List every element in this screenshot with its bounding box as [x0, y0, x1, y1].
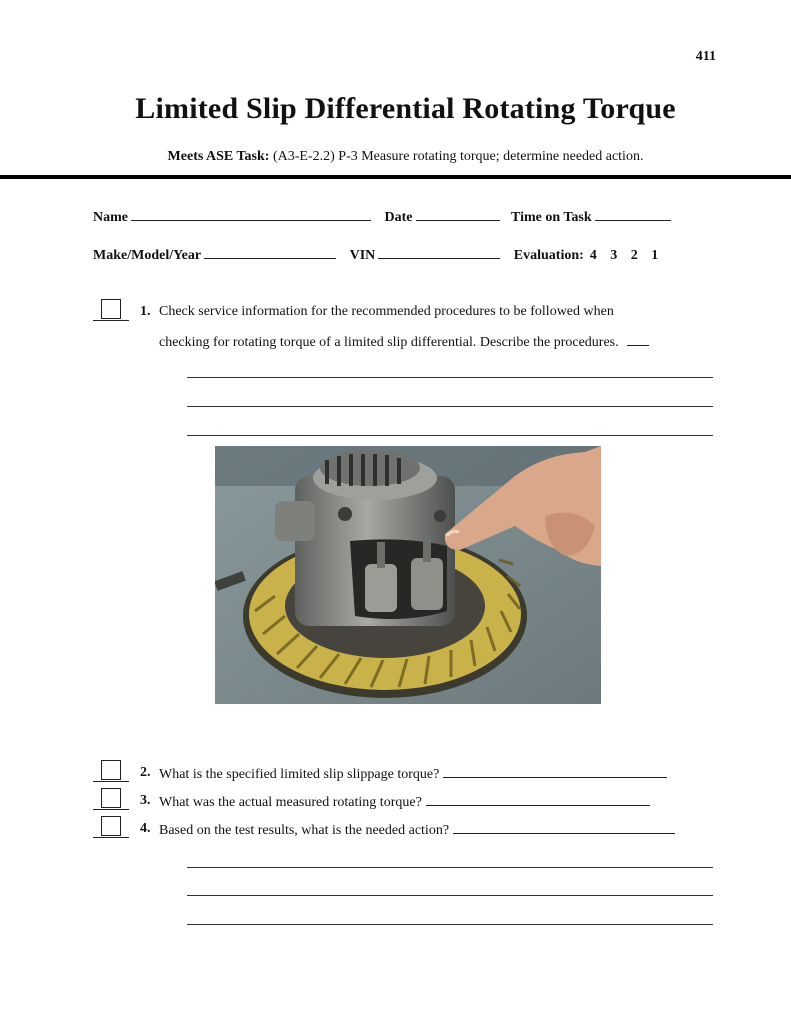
- time-on-task-label: Time on Task: [511, 210, 592, 225]
- answer-line[interactable]: [187, 377, 713, 378]
- page-number: 411: [695, 49, 716, 64]
- question-3-number: 3.: [140, 793, 151, 808]
- question-2-number: 2.: [140, 765, 151, 780]
- question-3-checkbox[interactable]: [93, 788, 129, 810]
- evaluation-label: Evaluation:: [513, 248, 584, 263]
- date-label: Date: [384, 210, 413, 225]
- name-label: Name: [93, 210, 128, 225]
- answer-line[interactable]: [187, 924, 713, 925]
- question-1-text-line-2: checking for rotating torque of a limited slip differential. Describe the procedures.: [159, 333, 649, 351]
- vin-field[interactable]: [378, 246, 500, 259]
- question-4-checkbox[interactable]: [93, 816, 129, 838]
- answer-line[interactable]: [187, 435, 713, 436]
- differential-photo: [215, 446, 601, 704]
- question-3-text: What was the actual measured rotating torque?: [159, 793, 650, 811]
- question-2-text: What is the specified limited slip slippage torque?: [159, 765, 667, 783]
- time-on-task-field[interactable]: [595, 208, 671, 221]
- question-1-inline-blank[interactable]: [627, 333, 649, 346]
- evaluation-scores[interactable]: 4 3 2 1: [589, 248, 659, 263]
- info-row-2: [93, 246, 658, 264]
- answer-line[interactable]: [187, 406, 713, 407]
- question-1-number: 1.: [140, 304, 151, 319]
- question-3-answer-field[interactable]: [426, 793, 650, 806]
- header-divider: [0, 175, 791, 179]
- answer-line[interactable]: [187, 895, 713, 896]
- question-2-answer-field[interactable]: [443, 765, 667, 778]
- answer-line[interactable]: [187, 867, 713, 868]
- vin-label: VIN: [349, 248, 376, 263]
- differential-illustration: [215, 446, 601, 704]
- date-field[interactable]: [416, 208, 500, 221]
- question-4-answer-field[interactable]: [453, 821, 675, 834]
- question-4-text: Based on the test results, what is the needed action?: [159, 821, 675, 839]
- question-4-number: 4.: [140, 821, 151, 836]
- name-field[interactable]: [131, 208, 371, 221]
- make-model-year-field[interactable]: [204, 246, 336, 259]
- make-model-year-label: Make/Model/Year: [93, 248, 202, 263]
- ase-task-text: (A3-E-2.2) P-3 Measure rotating torque; determine needed action.: [272, 149, 644, 164]
- info-row-1: [93, 208, 671, 226]
- ase-task-line: [0, 149, 791, 165]
- question-2-checkbox[interactable]: [93, 760, 129, 782]
- ase-task-label: Meets ASE Task:: [167, 149, 270, 164]
- question-1-text-line-1: Check service information for the recommended procedures to be followed when: [159, 304, 614, 319]
- page-title: Limited Slip Differential Rotating Torque: [135, 92, 676, 125]
- question-1-checkbox[interactable]: [93, 299, 129, 321]
